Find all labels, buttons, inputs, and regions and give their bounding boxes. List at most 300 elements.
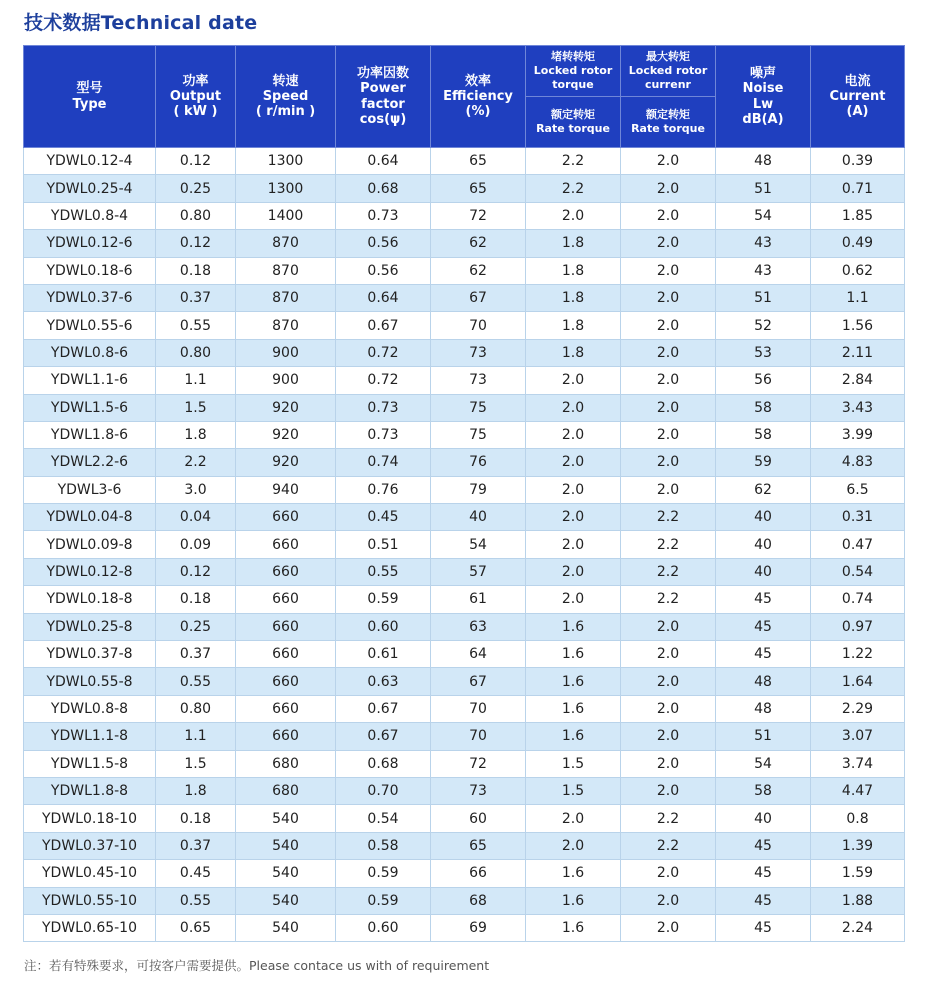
header-line: Efficiency <box>443 88 513 104</box>
cell-output: 0.04 <box>156 504 236 531</box>
cell-noise: 40 <box>716 504 811 531</box>
table-row <box>24 339 905 366</box>
cell-noise: 48 <box>716 668 811 695</box>
header-efficiency <box>431 46 526 148</box>
cell-noise: 53 <box>716 339 811 366</box>
cell-max-torque: 2.0 <box>621 668 716 695</box>
cell-speed: 660 <box>236 641 336 668</box>
cell-max-torque: 2.2 <box>621 504 716 531</box>
header-type <box>24 46 156 148</box>
cell-locked-rotor-torque: 2.0 <box>526 558 621 585</box>
cell-power-factor: 0.59 <box>336 860 431 887</box>
cell-type: YDWL0.65-10 <box>24 914 156 941</box>
header-line: Current <box>829 88 886 104</box>
cell-power-factor: 0.68 <box>336 175 431 202</box>
cell-current: 1.64 <box>811 668 905 695</box>
cell-output: 1.1 <box>156 367 236 394</box>
cell-locked-rotor-torque: 2.0 <box>526 531 621 558</box>
cell-max-torque: 2.0 <box>621 394 716 421</box>
cell-efficiency: 69 <box>431 914 526 941</box>
cell-max-torque: 2.0 <box>621 230 716 257</box>
cell-locked-rotor-torque: 1.8 <box>526 284 621 311</box>
cell-efficiency: 79 <box>431 476 526 503</box>
cell-output: 0.37 <box>156 284 236 311</box>
cell-speed: 900 <box>236 367 336 394</box>
cell-current: 0.31 <box>811 504 905 531</box>
table-row <box>24 312 905 339</box>
header-line: Locked rotor <box>628 64 708 78</box>
cell-power-factor: 0.73 <box>336 202 431 229</box>
cell-output: 0.37 <box>156 641 236 668</box>
header-line: 额定转矩 <box>551 108 595 122</box>
cell-current: 0.39 <box>811 148 905 175</box>
cell-speed: 660 <box>236 695 336 722</box>
header-noise <box>716 46 811 148</box>
cell-max-torque: 2.2 <box>621 531 716 558</box>
cell-current: 0.54 <box>811 558 905 585</box>
cell-power-factor: 0.73 <box>336 394 431 421</box>
cell-efficiency: 72 <box>431 202 526 229</box>
cell-output: 0.55 <box>156 312 236 339</box>
table-row <box>24 148 905 175</box>
cell-noise: 58 <box>716 394 811 421</box>
cell-noise: 52 <box>716 312 811 339</box>
header-line: 功率因数 <box>356 65 409 81</box>
header-line: 转速 <box>272 73 299 89</box>
cell-noise: 51 <box>716 175 811 202</box>
cell-locked-rotor-torque: 2.0 <box>526 805 621 832</box>
cell-output: 0.65 <box>156 914 236 941</box>
cell-output: 0.25 <box>156 175 236 202</box>
cell-type: YDWL0.55-6 <box>24 312 156 339</box>
cell-efficiency: 60 <box>431 805 526 832</box>
header-line: Output <box>169 88 222 104</box>
cell-max-torque: 2.0 <box>621 777 716 804</box>
cell-noise: 45 <box>716 641 811 668</box>
cell-efficiency: 61 <box>431 586 526 613</box>
cell-noise: 51 <box>716 723 811 750</box>
cell-power-factor: 0.72 <box>336 367 431 394</box>
cell-efficiency: 70 <box>431 695 526 722</box>
cell-output: 1.5 <box>156 750 236 777</box>
header-line: (A) <box>846 104 869 120</box>
cell-locked-rotor-torque: 2.2 <box>526 175 621 202</box>
cell-speed: 1300 <box>236 175 336 202</box>
cell-locked-rotor-torque: 1.6 <box>526 613 621 640</box>
cell-speed: 1400 <box>236 202 336 229</box>
cell-locked-rotor-torque: 2.0 <box>526 476 621 503</box>
cell-type: YDWL0.55-10 <box>24 887 156 914</box>
cell-type: YDWL0.8-6 <box>24 339 156 366</box>
cell-noise: 58 <box>716 421 811 448</box>
table-row <box>24 449 905 476</box>
cell-type: YDWL0.25-8 <box>24 613 156 640</box>
cell-current: 6.5 <box>811 476 905 503</box>
cell-type: YDWL1.5-6 <box>24 394 156 421</box>
header-line: 功率 <box>182 73 209 89</box>
cell-max-torque: 2.0 <box>621 860 716 887</box>
cell-speed: 920 <box>236 394 336 421</box>
header-line: Power <box>360 81 406 97</box>
cell-noise: 59 <box>716 449 811 476</box>
header-line: Type <box>72 96 107 112</box>
cell-power-factor: 0.45 <box>336 504 431 531</box>
table-row <box>24 668 905 695</box>
cell-locked-rotor-torque: 1.6 <box>526 723 621 750</box>
cell-current: 1.85 <box>811 202 905 229</box>
cell-output: 0.80 <box>156 202 236 229</box>
header-line: Rate torque <box>536 122 610 135</box>
cell-efficiency: 65 <box>431 148 526 175</box>
cell-noise: 43 <box>716 257 811 284</box>
cell-speed: 660 <box>236 531 336 558</box>
cell-power-factor: 0.67 <box>336 312 431 339</box>
cell-type: YDWL1.8-6 <box>24 421 156 448</box>
cell-power-factor: 0.60 <box>336 613 431 640</box>
cell-power-factor: 0.74 <box>336 449 431 476</box>
cell-power-factor: 0.63 <box>336 668 431 695</box>
cell-efficiency: 40 <box>431 504 526 531</box>
cell-type: YDWL0.12-6 <box>24 230 156 257</box>
cell-type: YDWL0.12-4 <box>24 148 156 175</box>
cell-type: YDWL0.04-8 <box>24 504 156 531</box>
cell-speed: 680 <box>236 777 336 804</box>
cell-output: 0.18 <box>156 257 236 284</box>
cell-noise: 40 <box>716 531 811 558</box>
table-row <box>24 504 905 531</box>
table-row <box>24 695 905 722</box>
table-row <box>24 887 905 914</box>
cell-speed: 660 <box>236 613 336 640</box>
cell-current: 3.74 <box>811 750 905 777</box>
cell-locked-rotor-torque: 1.6 <box>526 860 621 887</box>
table-row <box>24 914 905 941</box>
table-row <box>24 367 905 394</box>
cell-power-factor: 0.61 <box>336 641 431 668</box>
cell-noise: 45 <box>716 586 811 613</box>
cell-max-torque: 2.0 <box>621 367 716 394</box>
cell-power-factor: 0.59 <box>336 586 431 613</box>
cell-noise: 45 <box>716 914 811 941</box>
cell-type: YDWL1.5-8 <box>24 750 156 777</box>
cell-speed: 1300 <box>236 148 336 175</box>
header-line: 堵转转矩 <box>551 50 595 64</box>
cell-efficiency: 67 <box>431 284 526 311</box>
cell-locked-rotor-torque: 1.8 <box>526 339 621 366</box>
cell-current: 1.56 <box>811 312 905 339</box>
cell-speed: 660 <box>236 668 336 695</box>
header-line: 电流 <box>844 73 871 89</box>
cell-output: 0.55 <box>156 887 236 914</box>
cell-output: 1.8 <box>156 777 236 804</box>
footnote: 注：若有特殊要求，可按客户需要提供。Please contace us with of requirement <box>24 958 490 973</box>
cell-type: YDWL0.18-10 <box>24 805 156 832</box>
cell-max-torque: 2.0 <box>621 641 716 668</box>
cell-power-factor: 0.60 <box>336 914 431 941</box>
cell-noise: 56 <box>716 367 811 394</box>
cell-power-factor: 0.68 <box>336 750 431 777</box>
cell-speed: 660 <box>236 504 336 531</box>
cell-output: 0.12 <box>156 148 236 175</box>
cell-speed: 920 <box>236 421 336 448</box>
cell-max-torque: 2.2 <box>621 586 716 613</box>
cell-speed: 870 <box>236 257 336 284</box>
cell-efficiency: 73 <box>431 339 526 366</box>
cell-current: 3.99 <box>811 421 905 448</box>
cell-noise: 51 <box>716 284 811 311</box>
cell-max-torque: 2.0 <box>621 175 716 202</box>
header-line: 型号 <box>76 81 103 97</box>
cell-type: YDWL0.37-6 <box>24 284 156 311</box>
cell-noise: 45 <box>716 613 811 640</box>
header-line: Locked rotor <box>533 64 613 78</box>
cell-max-torque: 2.0 <box>621 284 716 311</box>
cell-locked-rotor-torque: 2.2 <box>526 148 621 175</box>
cell-speed: 900 <box>236 339 336 366</box>
cell-noise: 45 <box>716 832 811 859</box>
cell-max-torque: 2.0 <box>621 613 716 640</box>
cell-speed: 870 <box>236 284 336 311</box>
cell-locked-rotor-torque: 1.6 <box>526 668 621 695</box>
header-line: 额定转矩 <box>646 108 690 122</box>
cell-power-factor: 0.55 <box>336 558 431 585</box>
cell-efficiency: 62 <box>431 257 526 284</box>
cell-power-factor: 0.73 <box>336 421 431 448</box>
cell-current: 1.1 <box>811 284 905 311</box>
cell-power-factor: 0.56 <box>336 230 431 257</box>
cell-current: 1.88 <box>811 887 905 914</box>
cell-output: 0.09 <box>156 531 236 558</box>
cell-type: YDWL0.12-8 <box>24 558 156 585</box>
cell-current: 1.22 <box>811 641 905 668</box>
cell-current: 0.71 <box>811 175 905 202</box>
header-line: Noise <box>742 81 784 97</box>
cell-locked-rotor-torque: 1.5 <box>526 750 621 777</box>
cell-max-torque: 2.0 <box>621 312 716 339</box>
cell-type: YDWL1.8-8 <box>24 777 156 804</box>
cell-efficiency: 54 <box>431 531 526 558</box>
cell-efficiency: 66 <box>431 860 526 887</box>
cell-max-torque: 2.0 <box>621 476 716 503</box>
cell-speed: 660 <box>236 586 336 613</box>
header-line: dB(A) <box>742 111 784 127</box>
cell-power-factor: 0.51 <box>336 531 431 558</box>
cell-speed: 540 <box>236 860 336 887</box>
cell-noise: 54 <box>716 202 811 229</box>
cell-power-factor: 0.70 <box>336 777 431 804</box>
cell-efficiency: 64 <box>431 641 526 668</box>
cell-max-torque: 2.0 <box>621 421 716 448</box>
cell-locked-rotor-torque: 2.0 <box>526 832 621 859</box>
table-row <box>24 641 905 668</box>
cell-efficiency: 57 <box>431 558 526 585</box>
header-rate-torque-2 <box>621 97 716 148</box>
table-row <box>24 723 905 750</box>
cell-current: 4.47 <box>811 777 905 804</box>
header-speed <box>236 46 336 148</box>
cell-output: 0.18 <box>156 805 236 832</box>
cell-locked-rotor-torque: 2.0 <box>526 421 621 448</box>
cell-locked-rotor-torque: 2.0 <box>526 449 621 476</box>
cell-max-torque: 2.0 <box>621 695 716 722</box>
cell-efficiency: 67 <box>431 668 526 695</box>
cell-speed: 540 <box>236 832 336 859</box>
header-output <box>156 46 236 148</box>
cell-max-torque: 2.0 <box>621 257 716 284</box>
cell-locked-rotor-torque: 1.6 <box>526 695 621 722</box>
cell-speed: 680 <box>236 750 336 777</box>
cell-max-torque: 2.0 <box>621 202 716 229</box>
page-title: 技术数据Technical date <box>24 12 258 34</box>
technical-data-table <box>23 45 905 942</box>
header-line: torque <box>552 77 594 91</box>
cell-type: YDWL0.45-10 <box>24 860 156 887</box>
header-line: 最大转矩 <box>646 50 690 64</box>
cell-max-torque: 2.0 <box>621 914 716 941</box>
header-line: ( r/min ) <box>255 104 316 120</box>
cell-type: YDWL2.2-6 <box>24 449 156 476</box>
cell-speed: 870 <box>236 312 336 339</box>
table-row <box>24 230 905 257</box>
cell-speed: 540 <box>236 805 336 832</box>
cell-locked-rotor-torque: 1.6 <box>526 641 621 668</box>
cell-type: YDWL0.37-10 <box>24 832 156 859</box>
table-row <box>24 805 905 832</box>
table-row <box>24 202 905 229</box>
cell-power-factor: 0.67 <box>336 723 431 750</box>
cell-current: 2.84 <box>811 367 905 394</box>
cell-output: 1.5 <box>156 394 236 421</box>
cell-locked-rotor-torque: 1.8 <box>526 257 621 284</box>
cell-output: 1.8 <box>156 421 236 448</box>
cell-current: 1.39 <box>811 832 905 859</box>
cell-efficiency: 63 <box>431 613 526 640</box>
cell-current: 0.97 <box>811 613 905 640</box>
cell-power-factor: 0.54 <box>336 805 431 832</box>
table-row <box>24 613 905 640</box>
cell-locked-rotor-torque: 1.8 <box>526 312 621 339</box>
cell-current: 0.47 <box>811 531 905 558</box>
cell-power-factor: 0.67 <box>336 695 431 722</box>
cell-output: 0.45 <box>156 860 236 887</box>
cell-output: 2.2 <box>156 449 236 476</box>
cell-locked-rotor-torque: 2.0 <box>526 586 621 613</box>
cell-current: 0.74 <box>811 586 905 613</box>
table-row <box>24 860 905 887</box>
cell-efficiency: 75 <box>431 421 526 448</box>
cell-type: YDWL0.18-8 <box>24 586 156 613</box>
header-line: cos(ψ) <box>359 111 407 127</box>
cell-output: 0.37 <box>156 832 236 859</box>
cell-type: YDWL0.8-8 <box>24 695 156 722</box>
table-row <box>24 558 905 585</box>
cell-efficiency: 65 <box>431 832 526 859</box>
cell-locked-rotor-torque: 1.5 <box>526 777 621 804</box>
cell-efficiency: 62 <box>431 230 526 257</box>
cell-efficiency: 70 <box>431 312 526 339</box>
cell-current: 2.24 <box>811 914 905 941</box>
cell-max-torque: 2.0 <box>621 750 716 777</box>
table-row <box>24 586 905 613</box>
cell-power-factor: 0.56 <box>336 257 431 284</box>
cell-efficiency: 65 <box>431 175 526 202</box>
cell-current: 0.62 <box>811 257 905 284</box>
cell-current: 0.49 <box>811 230 905 257</box>
cell-efficiency: 73 <box>431 777 526 804</box>
cell-output: 0.80 <box>156 695 236 722</box>
cell-efficiency: 76 <box>431 449 526 476</box>
cell-type: YDWL0.8-4 <box>24 202 156 229</box>
cell-max-torque: 2.0 <box>621 887 716 914</box>
table-row <box>24 421 905 448</box>
table-row <box>24 531 905 558</box>
header-max-torque <box>621 46 716 97</box>
cell-noise: 45 <box>716 887 811 914</box>
cell-speed: 660 <box>236 558 336 585</box>
cell-type: YDWL0.55-8 <box>24 668 156 695</box>
cell-locked-rotor-torque: 1.6 <box>526 914 621 941</box>
cell-efficiency: 70 <box>431 723 526 750</box>
table-row <box>24 832 905 859</box>
cell-noise: 58 <box>716 777 811 804</box>
cell-output: 0.55 <box>156 668 236 695</box>
cell-noise: 62 <box>716 476 811 503</box>
cell-power-factor: 0.64 <box>336 148 431 175</box>
cell-max-torque: 2.2 <box>621 805 716 832</box>
header-rate-torque-1 <box>526 97 621 148</box>
cell-speed: 660 <box>236 723 336 750</box>
cell-speed: 540 <box>236 887 336 914</box>
table-row <box>24 175 905 202</box>
header-line: 效率 <box>464 73 491 89</box>
table-row <box>24 777 905 804</box>
cell-type: YDWL3-6 <box>24 476 156 503</box>
cell-speed: 940 <box>236 476 336 503</box>
cell-current: 2.11 <box>811 339 905 366</box>
cell-efficiency: 72 <box>431 750 526 777</box>
cell-output: 0.12 <box>156 558 236 585</box>
cell-current: 3.43 <box>811 394 905 421</box>
cell-locked-rotor-torque: 1.8 <box>526 230 621 257</box>
cell-noise: 45 <box>716 860 811 887</box>
cell-power-factor: 0.64 <box>336 284 431 311</box>
cell-output: 0.12 <box>156 230 236 257</box>
cell-locked-rotor-torque: 1.6 <box>526 887 621 914</box>
cell-type: YDWL1.1-8 <box>24 723 156 750</box>
cell-locked-rotor-torque: 2.0 <box>526 202 621 229</box>
header-power-factor <box>336 46 431 148</box>
cell-speed: 540 <box>236 914 336 941</box>
cell-speed: 870 <box>236 230 336 257</box>
header-line: ( kW ) <box>173 104 218 120</box>
table-row <box>24 394 905 421</box>
cell-noise: 48 <box>716 148 811 175</box>
cell-type: YDWL0.18-6 <box>24 257 156 284</box>
cell-efficiency: 73 <box>431 367 526 394</box>
cell-max-torque: 2.0 <box>621 449 716 476</box>
cell-power-factor: 0.72 <box>336 339 431 366</box>
table-row <box>24 284 905 311</box>
cell-noise: 43 <box>716 230 811 257</box>
cell-output: 1.1 <box>156 723 236 750</box>
cell-power-factor: 0.59 <box>336 887 431 914</box>
cell-max-torque: 2.0 <box>621 339 716 366</box>
table-row <box>24 750 905 777</box>
cell-current: 0.8 <box>811 805 905 832</box>
cell-max-torque: 2.2 <box>621 558 716 585</box>
cell-output: 3.0 <box>156 476 236 503</box>
cell-noise: 48 <box>716 695 811 722</box>
